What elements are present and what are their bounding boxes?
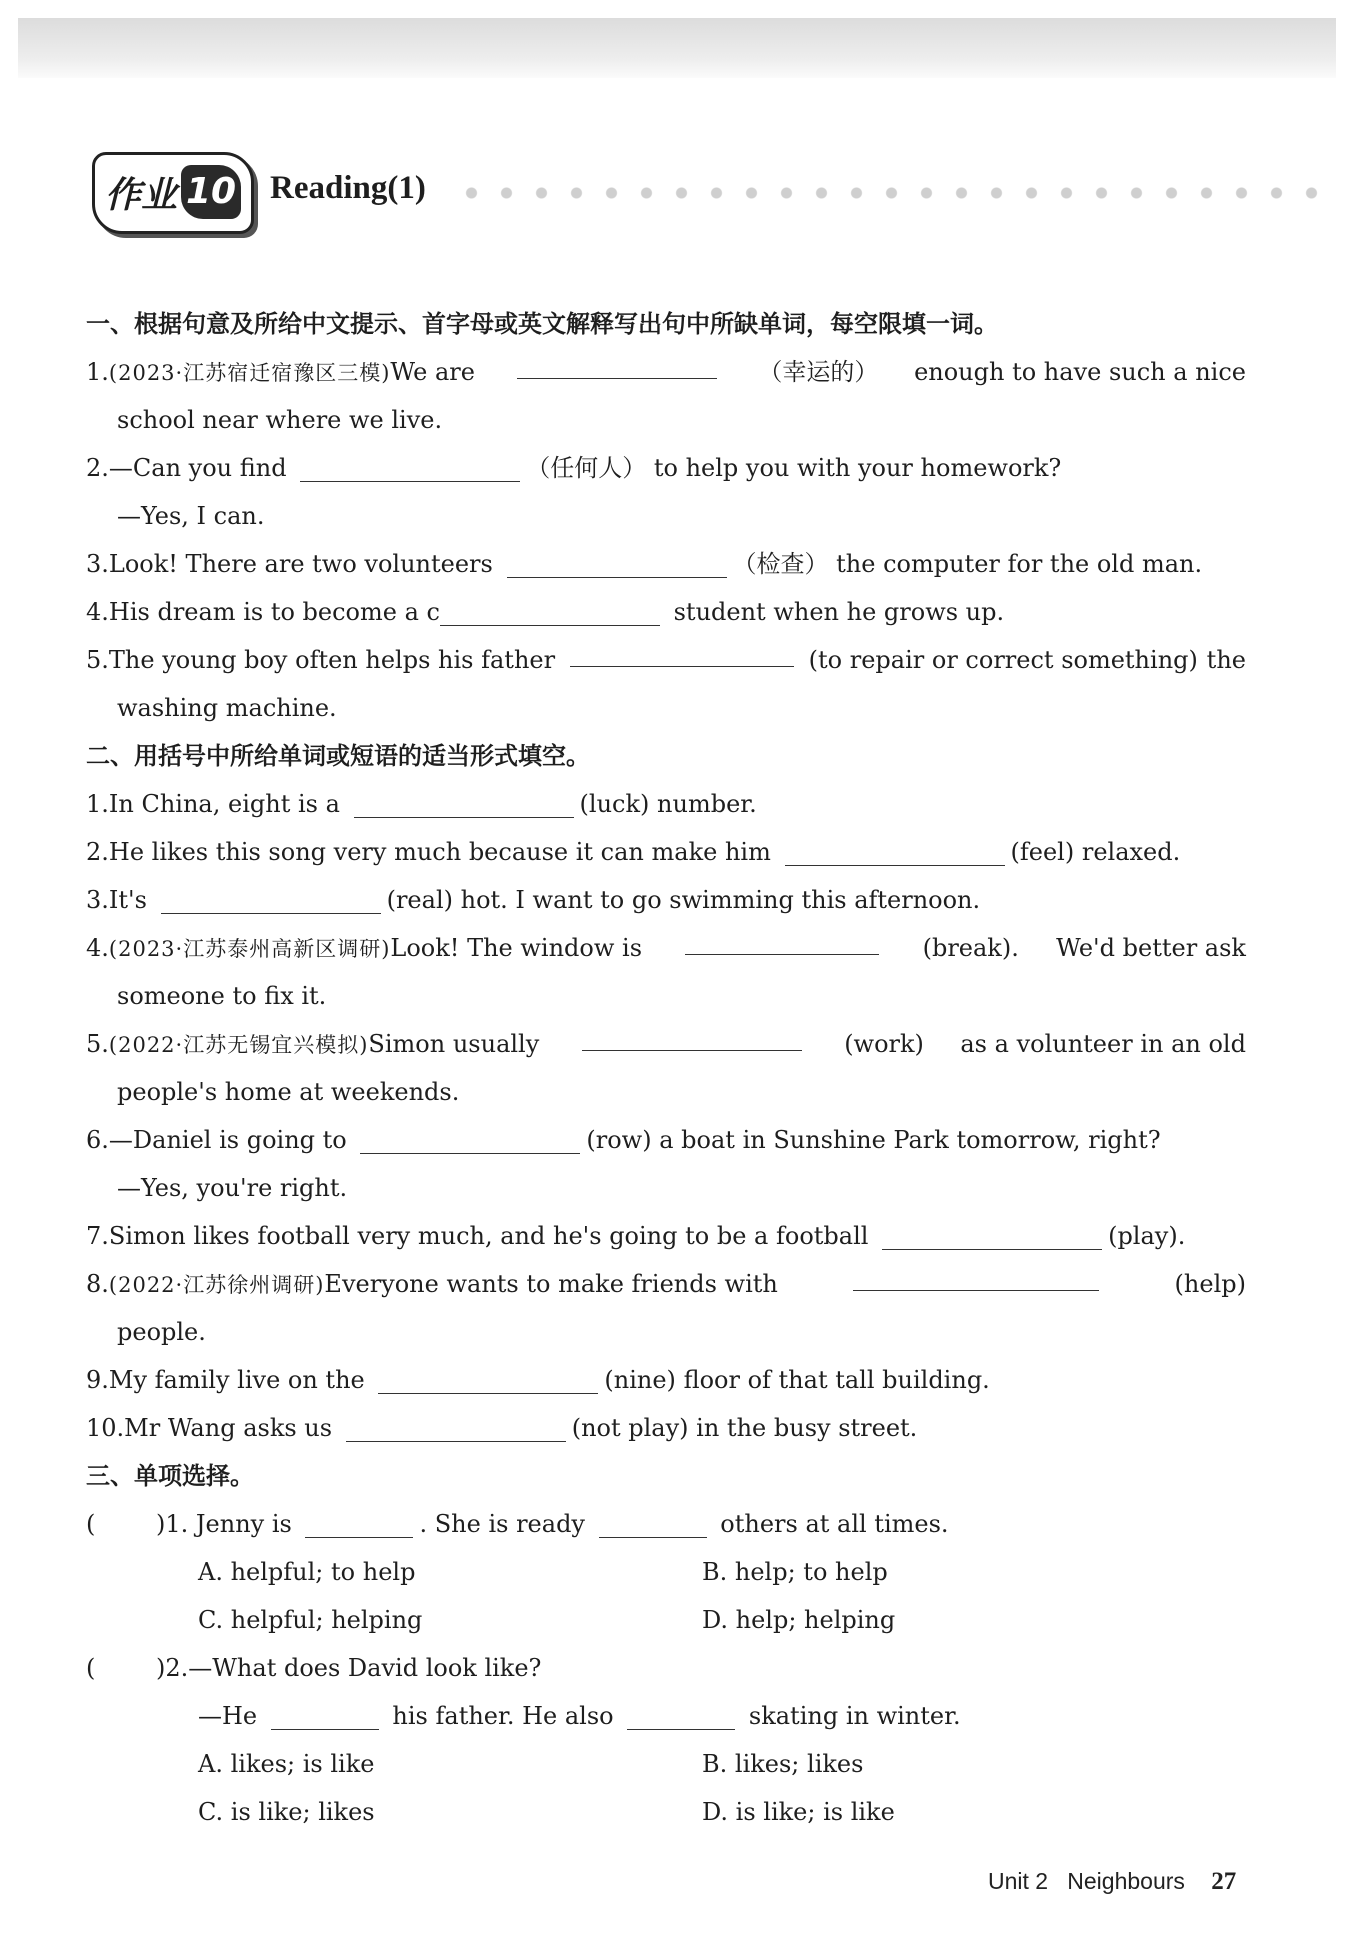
section-2-title: 二、用括号中所给单词或短语的适当形式填空。: [86, 742, 590, 770]
answer-blank[interactable]: [685, 924, 879, 955]
page-number: 27: [1211, 1868, 1237, 1895]
footer-topic: Neighbours: [1067, 1868, 1185, 1894]
option-b[interactable]: B. likes; likes: [702, 1750, 864, 1778]
option-a[interactable]: A. likes; is like: [198, 1750, 375, 1778]
answer-blank[interactable]: [378, 1363, 598, 1394]
answer-blank[interactable]: [305, 1507, 413, 1538]
s2-q6: 6.—Daniel is going to (row) a boat in Sunshine Park tomorrow, right?: [86, 1116, 1246, 1164]
worksheet-content: [86, 300, 1246, 1836]
option-b[interactable]: B. help; to help: [702, 1558, 888, 1586]
answer-blank[interactable]: [300, 451, 520, 482]
homework-badge: [92, 152, 254, 234]
s1-q1-cont: school near where we live.: [117, 406, 443, 434]
answer-blank[interactable]: [271, 1699, 379, 1730]
answer-blank[interactable]: [161, 883, 381, 914]
s1-q5: 5.The young boy often helps his father (to repair or correct something) the: [86, 636, 1246, 684]
badge-number: 10: [181, 165, 241, 219]
s2-q10: 10.Mr Wang asks us (not play) in the busy street.: [86, 1404, 1246, 1452]
s3-q2: ( )2.—What does David look like?: [86, 1644, 1246, 1692]
s1-q4: 4.His dream is to become a c student when he grows up.: [86, 588, 1246, 636]
s1-q5-cont: washing machine.: [117, 694, 337, 722]
answer-blank[interactable]: [570, 636, 794, 667]
s2-q9: 9.My family live on the (nine) floor of that tall building.: [86, 1356, 1246, 1404]
s2-q4: 4.(2023·江苏泰州高新区调研)Look! The window is (break). We'd better ask: [86, 924, 1246, 972]
source-note: (2022·江苏无锡宜兴模拟): [108, 1033, 369, 1057]
s3-q1: ( )1. Jenny is . She is ready others at all times.: [86, 1500, 1246, 1548]
s2-q8-cont: people.: [117, 1318, 206, 1346]
answer-blank[interactable]: [882, 1219, 1102, 1250]
answer-blank[interactable]: [582, 1020, 802, 1051]
scan-edge-shadow: [18, 18, 1336, 78]
answer-blank[interactable]: [360, 1123, 580, 1154]
option-c[interactable]: C. helpful; helping: [198, 1606, 423, 1634]
section-1-title: 一、根据句意及所给中文提示、首字母或英文解释写出句中所缺单词，每空限填一词。: [86, 310, 998, 338]
answer-blank[interactable]: [627, 1699, 735, 1730]
answer-blank[interactable]: [599, 1507, 707, 1538]
s2-q3: 3.It's (real) hot. I want to go swimming this afternoon.: [86, 876, 1246, 924]
s3-q1-options-cd: [86, 1596, 1246, 1644]
option-d[interactable]: D. is like; is like: [702, 1798, 895, 1826]
s3-q2-options-ab: [86, 1740, 1246, 1788]
page-footer: [988, 1868, 1236, 1896]
answer-bracket[interactable]: (: [86, 1510, 96, 1538]
answer-blank[interactable]: [346, 1411, 566, 1442]
s2-q5-cont: people's home at weekends.: [117, 1078, 460, 1106]
s1-q1: 1.(2023·江苏宿迁宿豫区三模)We are （幸运的） enough to have such a nice: [86, 348, 1246, 396]
source-note: (2022·江苏徐州调研): [108, 1273, 325, 1297]
s3-q2-line2: —He his father. He also skating in winter.: [86, 1692, 1246, 1740]
s2-q8: 8.(2022·江苏徐州调研)Everyone wants to make friends with (help): [86, 1260, 1246, 1308]
answer-bracket[interactable]: (: [86, 1654, 96, 1682]
s3-q1-options-ab: [86, 1548, 1246, 1596]
s1-q2-cont: —Yes, I can.: [117, 502, 265, 530]
s1-q2: 2.—Can you find （任何人） to help you with your homework?: [86, 444, 1246, 492]
lesson-header: [92, 152, 1332, 232]
footer-unit: Unit 2: [988, 1868, 1049, 1894]
badge-text: 作业: [105, 175, 178, 216]
answer-blank[interactable]: [440, 595, 660, 626]
s2-q6-cont: —Yes, you're right.: [117, 1174, 348, 1202]
option-c[interactable]: C. is like; likes: [198, 1798, 375, 1826]
s2-q4-cont: someone to fix it.: [117, 982, 327, 1010]
answer-blank[interactable]: [354, 787, 574, 818]
s2-q5: 5.(2022·江苏无锡宜兴模拟)Simon usually (work) as a volunteer in an old: [86, 1020, 1246, 1068]
source-note: (2023·江苏宿迁宿豫区三模): [108, 361, 391, 385]
answer-blank[interactable]: [853, 1260, 1099, 1291]
answer-blank[interactable]: [785, 835, 1005, 866]
s3-q2-options-cd: [86, 1788, 1246, 1836]
answer-blank[interactable]: [507, 547, 727, 578]
section-3-title: 三、单项选择。: [86, 1462, 254, 1490]
s2-q7: 7.Simon likes football very much, and he's going to be a football (play).: [86, 1212, 1246, 1260]
s2-q1: 1.In China, eight is a (luck) number.: [86, 780, 1246, 828]
option-a[interactable]: A. helpful; to help: [198, 1558, 416, 1586]
s2-q2: 2.He likes this song very much because it can make him (feel) relaxed.: [86, 828, 1246, 876]
answer-blank[interactable]: [517, 348, 717, 379]
dotted-divider: [454, 186, 1334, 200]
s1-q3: 3.Look! There are two volunteers （检查） the computer for the old man.: [86, 540, 1246, 588]
option-d[interactable]: D. help; helping: [702, 1606, 896, 1634]
source-note: (2023·江苏泰州高新区调研): [108, 937, 391, 961]
lesson-title: Reading(1): [270, 170, 426, 206]
